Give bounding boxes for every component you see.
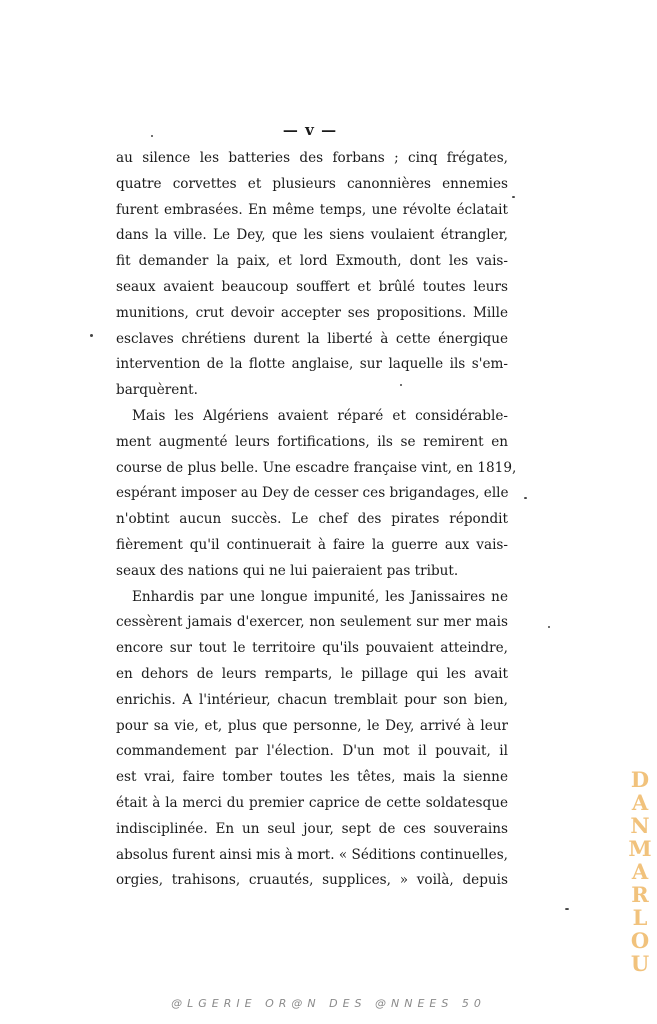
scan-speck (524, 497, 527, 499)
text-line: Mais les Algériens avaient réparé et considérable- (132, 407, 508, 424)
watermark-letter: O (630, 928, 650, 953)
text-line: cessèrent jamais d'exercer, non seulement sur mer mais (116, 614, 508, 631)
text-line: dans la ville. Le Dey, que les siens voulaient étrangler, (116, 227, 508, 244)
watermark-letter: L (632, 905, 648, 930)
text-line: pour sa vie, et, plus que personne, le Dey, arrivé à leur (116, 717, 508, 734)
text-line: orgies, trahisons, cruautés, supplices, » voilà, depuis (116, 872, 508, 889)
scan-speck (512, 196, 515, 198)
text-line: commandement par l'élection. D'un mot il pouvait, il (116, 743, 508, 760)
watermark-letter: A (631, 859, 649, 884)
text-line: seaux avaient beaucoup souffert et brûlé toutes leurs (116, 278, 508, 295)
scan-speck (548, 626, 550, 628)
paragraph-3 (116, 585, 508, 895)
text-line: absolus furent ainsi mis à mort. « Séditions continuelles, (116, 846, 508, 863)
footer-watermark: @LGERIE OR@N DES @NNEES 50 (171, 997, 486, 1010)
watermark-letter: N (630, 813, 650, 838)
watermark-letter: M (628, 836, 652, 861)
watermark-letter: D (630, 767, 650, 792)
paragraph-2 (116, 404, 517, 585)
scan-speck (90, 334, 93, 337)
text-line: en dehors de leurs remparts, le pillage qui les avait (116, 665, 508, 682)
text-line: furent embrasées. En même temps, une révolte éclatait (116, 201, 508, 218)
text-line: seaux des nations qui ne lui paieraient pas tribut. (116, 562, 459, 579)
text-line: course de plus belle. Une escadre française vint, en 1819, (116, 459, 517, 476)
page-number: — v — (282, 121, 338, 139)
text-line: ment augmenté leurs fortifications, ils se remirent en (116, 433, 508, 450)
text-line: fièrement qu'il continuerait à faire la guerre aux vais- (116, 536, 508, 553)
text-line: au silence les batteries des forbans ; cinq frégates, (116, 150, 508, 166)
text-line: quatre corvettes et plusieurs canonnières ennemies (116, 175, 508, 192)
text-line: esclaves chrétiens durent la liberté à cette énergique (116, 330, 508, 347)
text-line: munitions, crut devoir accepter ses propositions. Mille (116, 304, 508, 321)
text-line: enrichis. A l'intérieur, chacun tremblait pour son bien, (116, 691, 508, 708)
text-line: indisciplinée. En un seul jour, sept de ces souverains (116, 820, 508, 837)
text-line: fit demander la paix, et lord Exmouth, dont les vais- (116, 253, 508, 270)
side-watermark (627, 768, 653, 975)
watermark-letter: A (631, 790, 649, 815)
text-line: barquèrent. (116, 382, 198, 399)
paragraph-1 (116, 146, 508, 404)
text-line: n'obtint aucun succès. Le chef des pirates répondit (116, 511, 508, 528)
text-line: est vrai, faire tomber toutes les têtes, mais la sienne (116, 769, 508, 786)
text-line: Enhardis par une longue impunité, les Janissaires ne (132, 588, 508, 605)
scan-speck (565, 908, 569, 910)
scan-speck (151, 135, 153, 137)
watermark-letter: R (631, 882, 649, 907)
text-line: encore sur tout le territoire qu'ils pouvaient atteindre, (116, 640, 508, 657)
body-text (116, 146, 517, 894)
scan-speck (400, 384, 402, 386)
text-line: espérant imposer au Dey de cesser ces brigandages, elle (116, 485, 509, 502)
text-line: intervention de la flotte anglaise, sur laquelle ils s'em- (116, 356, 508, 373)
watermark-letter: U (630, 951, 650, 976)
text-line: était à la merci du premier caprice de cette soldatesque (116, 794, 508, 811)
